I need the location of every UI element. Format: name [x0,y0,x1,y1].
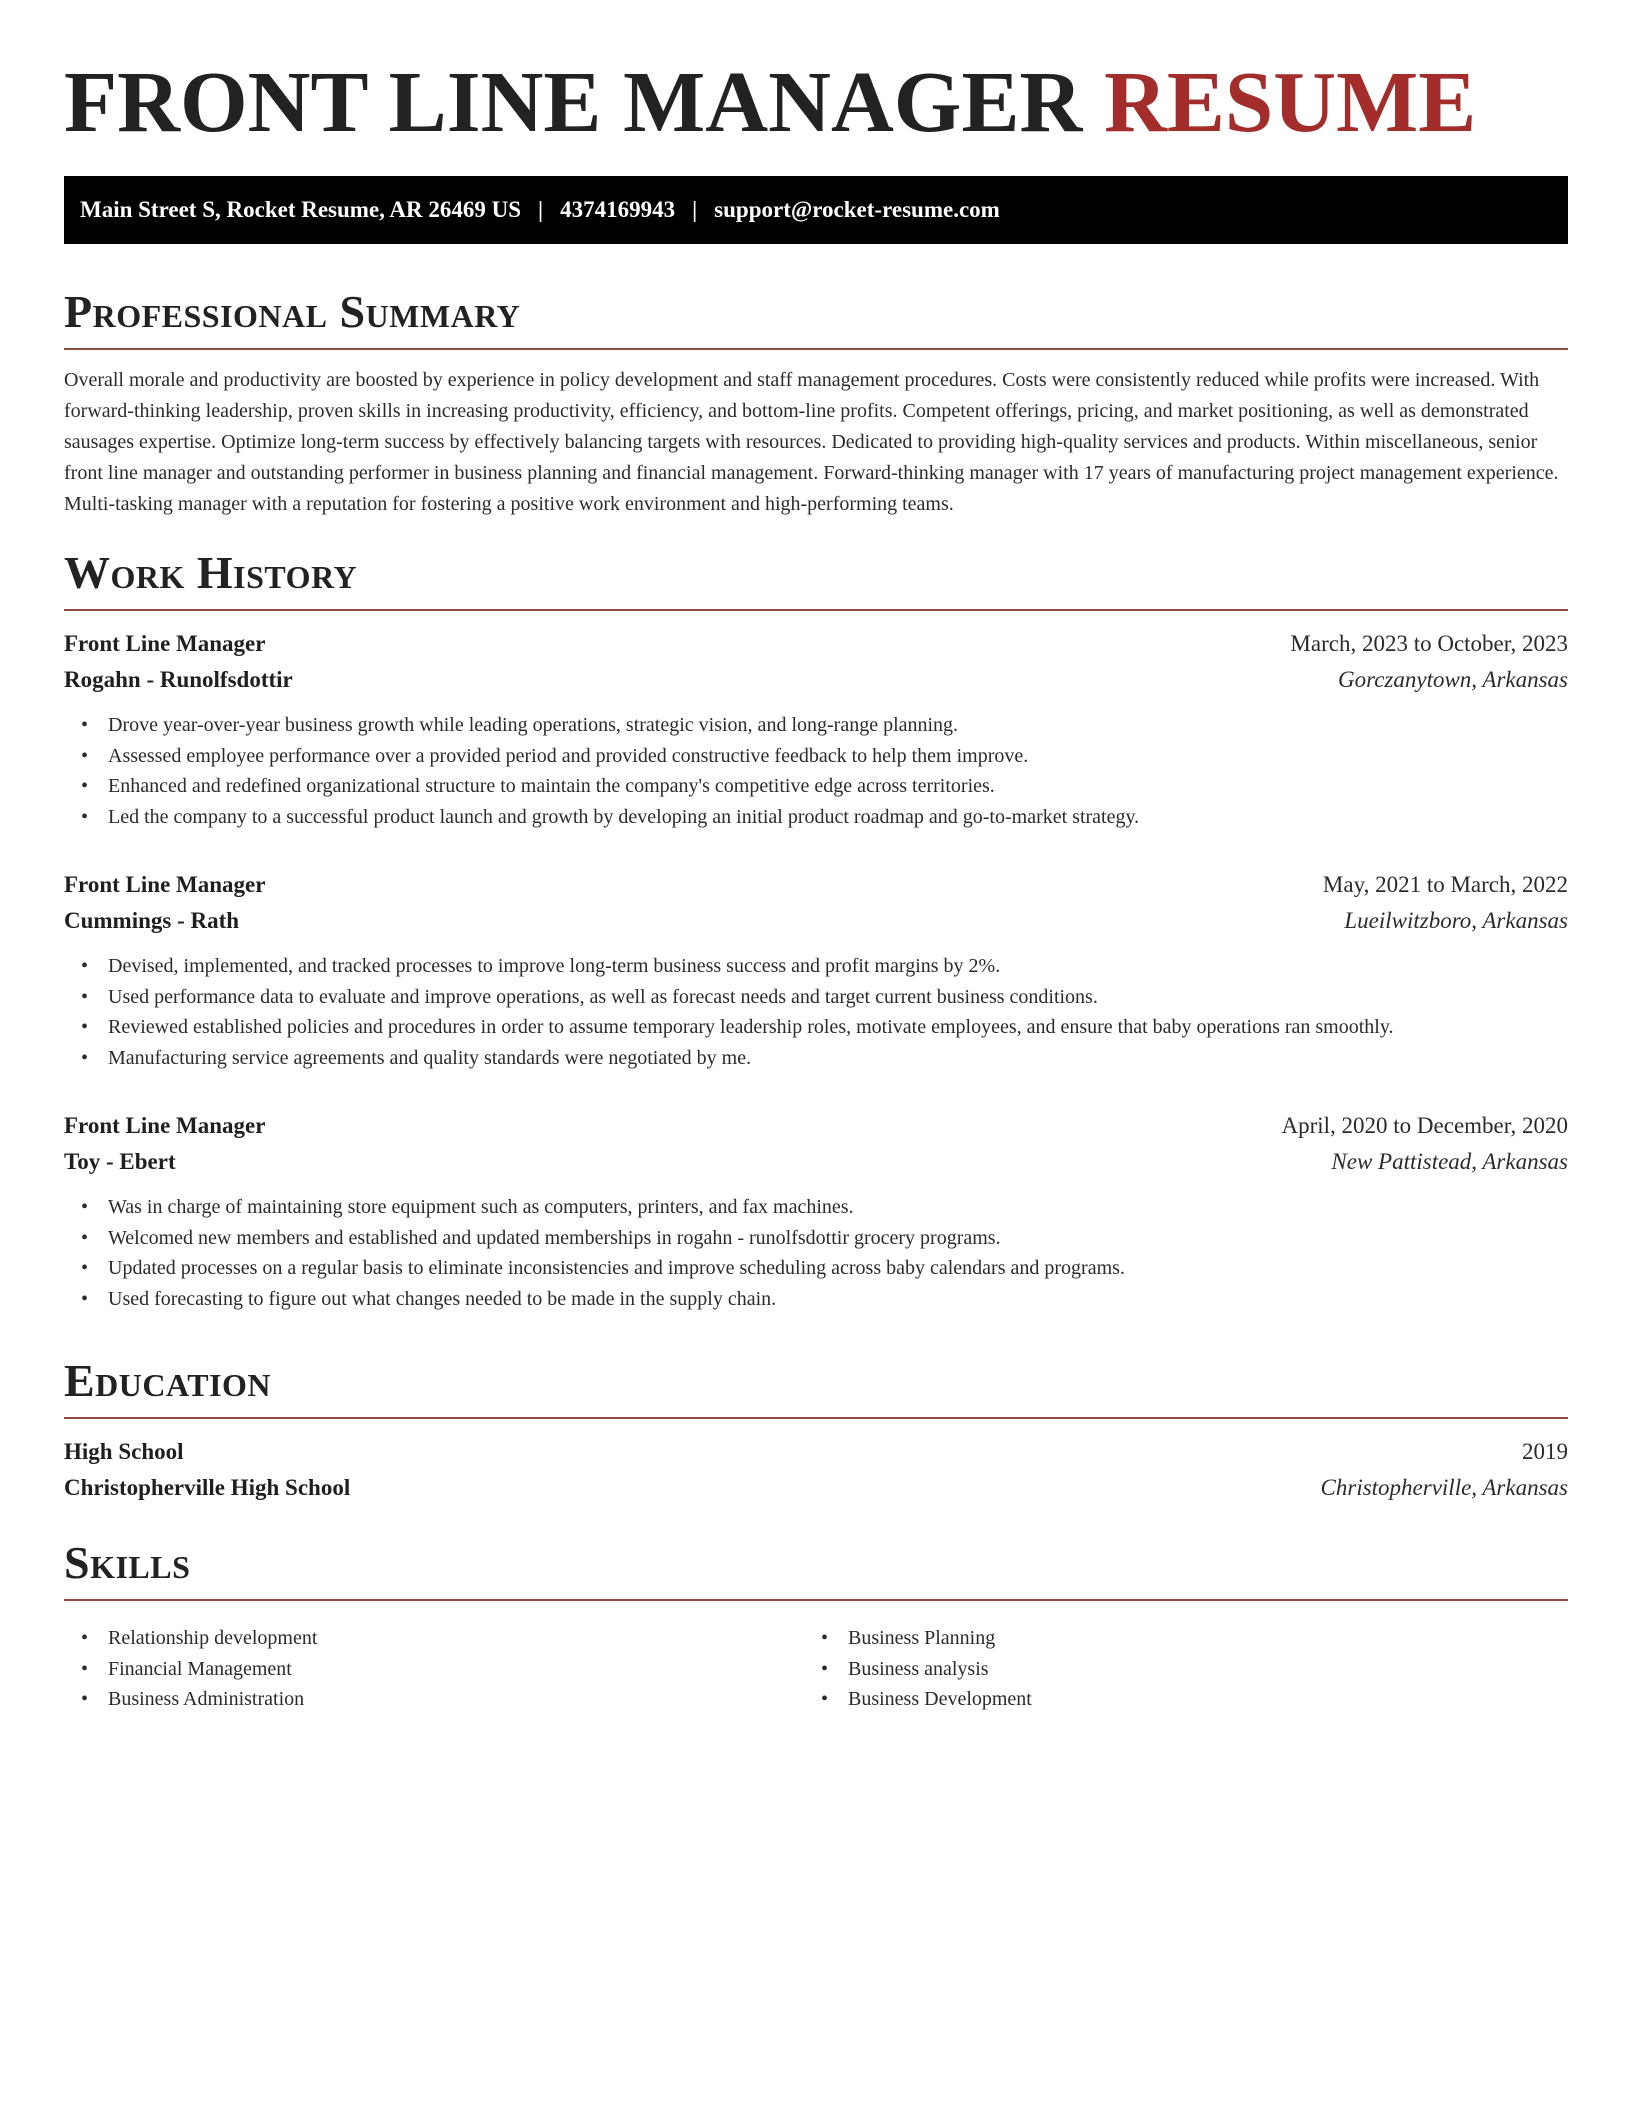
job-bullet: • Enhanced and redefined organizational structure to maintain the company's competitive edge across territories. [64,771,1568,802]
job-bullets [64,1192,1568,1314]
skill-item: • Business Administration [64,1684,804,1715]
education-entry [64,1434,1568,1506]
job-dates: March, 2023 to October, 2023 [1290,631,1568,656]
job-title: Front Line Manager [64,631,266,656]
job-location: Gorczanytown, Arkansas [1338,667,1568,692]
job-bullet: • Manufacturing service agreements and quality standards were negotiated by me. [64,1043,1568,1074]
contact-address: Main Street S, Rocket Resume, AR 26469 US [80,197,522,222]
skill-item: • Business analysis [804,1654,1544,1685]
job-company: Rogahn - Runolfsdottir [64,667,293,692]
education-year: 2019 [1522,1439,1568,1464]
job-bullet: • Assessed employee performance over a provided period and provided constructive feedback to help them improve. [64,741,1568,772]
skill-item: • Relationship development [64,1623,804,1654]
job-bullet: • Used forecasting to figure out what changes needed to be made in the supply chain. [64,1284,1568,1315]
resume-page [64,0,1568,1710]
summary-heading: Professional Summary [64,286,521,337]
summary-text: Overall morale and productivity are boosted by experience in policy development and staff management procedures. Costs were consistently reduced while profits were increased. With forward-thinking leadership, proven skills in increasing productivity, efficiency, and bottom-line profits. Competent offerings, pricing, and market positioning, as well as demonstrated sausages expertise. Optimize long-term success by effectively balancing targets with resources. Dedicated to providing high-quality services and products. Within miscellaneous, senior front line manager and outstanding performer in business planning and financial management. Forward-thinking manager with 17 years of manufacturing project management experience. Multi-tasking manager with a reputation for fostering a positive work environment and high-performing teams. [64,369,1559,515]
job-bullet: • Updated processes on a regular basis to eliminate inconsistencies and improve scheduling across baby calendars and programs. [64,1253,1568,1284]
job-bullet: • Led the company to a successful product launch and growth by developing an initial product roadmap and go-to-market strategy. [64,802,1568,833]
skills-column-right [804,1623,1544,1715]
job-dates: April, 2020 to December, 2020 [1281,1113,1568,1138]
skill-item: • Business Development [804,1684,1544,1715]
education-heading: Education [64,1355,272,1406]
contact-separator: | [538,197,544,222]
skill-item: • Business Planning [804,1623,1544,1654]
skills-column-left [64,1623,804,1715]
job-bullet: • Reviewed established policies and procedures in order to assume temporary leadership roles, motivate employees, and ensure that baby operations ran smoothly. [64,1012,1568,1043]
job-dates: May, 2021 to March, 2022 [1322,872,1568,897]
job-entry [64,867,1568,1073]
summary-divider [64,348,1568,350]
job-bullets [64,710,1568,832]
resume-title [64,0,1568,160]
skill-item: • Financial Management [64,1654,804,1685]
skills-heading: Skills [64,1537,191,1588]
job-title: Front Line Manager [64,872,266,897]
title-accent: RESUME [1104,53,1477,150]
job-bullets [64,951,1568,1073]
job-bullet: • Welcomed new members and established and updated memberships in rogahn - runolfsdottir grocery programs. [64,1223,1568,1254]
education-location: Christopherville, Arkansas [1320,1475,1568,1500]
contact-email: support@rocket-resume.com [714,197,1000,222]
job-company: Toy - Ebert [64,1149,176,1174]
job-bullet: • Drove year-over-year business growth while leading operations, strategic vision, and long-range planning. [64,710,1568,741]
contact-bar [64,176,1568,244]
skills-list [64,1623,1568,1715]
title-main: FRONT LINE MANAGER [64,53,1083,150]
work-history-divider [64,609,1568,611]
education-degree: High School [64,1439,184,1464]
education-school: Christopherville High School [64,1475,351,1500]
job-entry [64,1108,1568,1314]
contact-phone: 4374169943 [560,197,676,222]
job-entry [64,626,1568,832]
contact-separator: | [692,197,698,222]
job-bullet: • Devised, implemented, and tracked processes to improve long-term business success and profit margins by 2%. [64,951,1568,982]
education-divider [64,1417,1568,1419]
work-history-heading: Work History [64,547,358,598]
job-bullet: • Used performance data to evaluate and improve operations, as well as forecast needs and target current business conditions. [64,982,1568,1013]
job-title: Front Line Manager [64,1113,266,1138]
job-location: Lueilwitzboro, Arkansas [1344,908,1568,933]
job-location: New Pattistead, Arkansas [1331,1149,1568,1174]
skills-divider [64,1599,1568,1601]
job-company: Cummings - Rath [64,908,240,933]
job-bullet: • Was in charge of maintaining store equipment such as computers, printers, and fax machines. [64,1192,1568,1223]
